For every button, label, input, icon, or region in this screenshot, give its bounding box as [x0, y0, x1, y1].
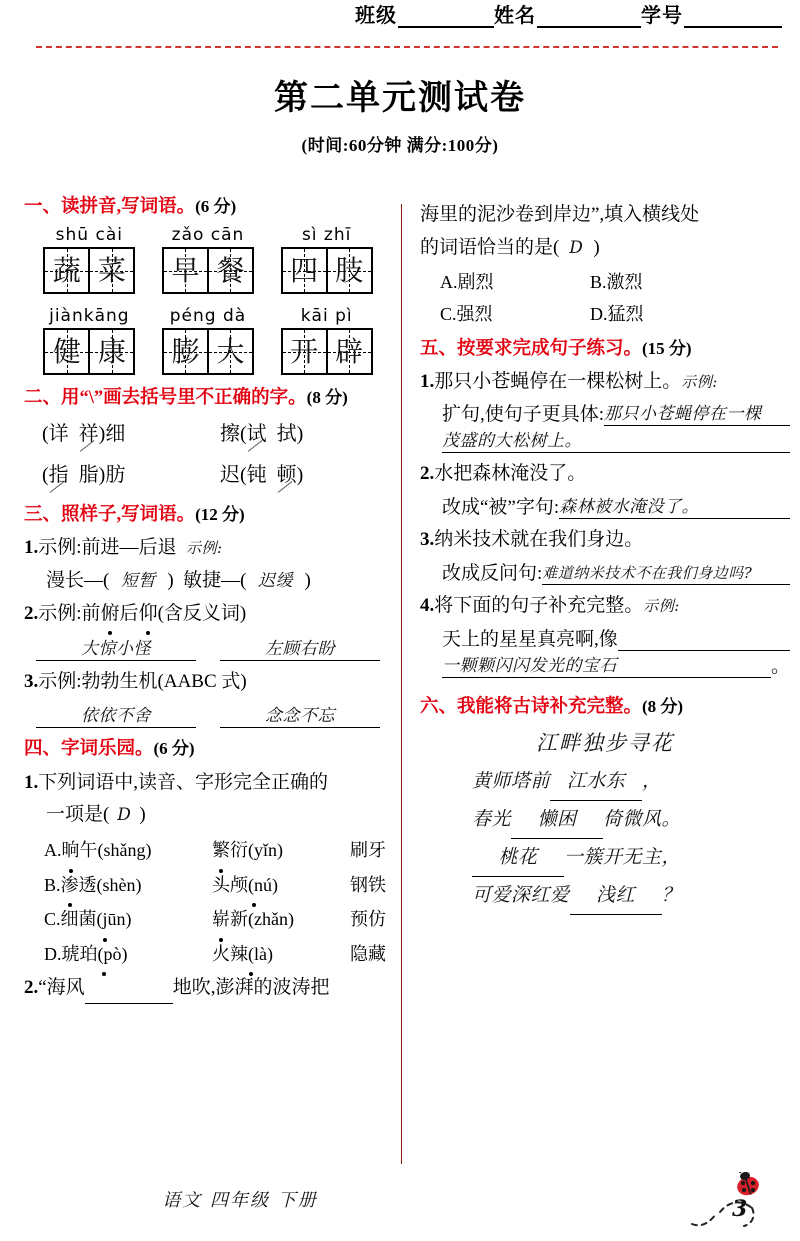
poem-text: 倚微风。 [603, 808, 682, 830]
right-column [420, 196, 790, 915]
pinyin-label: kāi pì [300, 306, 353, 327]
handwritten-choice[interactable]: D [117, 805, 132, 826]
fill-blank[interactable] [618, 627, 790, 651]
written-character: 大 [216, 334, 245, 368]
handwritten-answer[interactable]: 那只小苍蝇停在一棵 [604, 399, 790, 426]
strike-pair-row [24, 457, 392, 494]
bracket-close: ) [593, 236, 600, 258]
tianzige-cell[interactable] [45, 330, 88, 373]
section-one-points: (6 分) [195, 197, 237, 216]
emphasis-char: 晌 [62, 833, 80, 868]
tianzige-box[interactable] [162, 247, 254, 294]
fill-blank[interactable] [85, 985, 173, 1004]
section-five-q2-answer [420, 492, 790, 519]
section-four-q2-continued-line2 [420, 233, 790, 264]
pair-head: 迟 [220, 464, 240, 487]
option-key: A. [44, 840, 62, 861]
handwritten-answer[interactable]: 桃花 [472, 839, 564, 877]
question-sentence: 水把森林淹没了。 [434, 463, 587, 485]
student-id-field [641, 6, 782, 28]
question-prompt: 后 [119, 602, 139, 624]
title-block [0, 80, 800, 156]
poem-title: 江畔独步寻花 [536, 730, 674, 755]
bracket-open: ( [42, 464, 49, 487]
option-text: 猛烈 [607, 303, 644, 324]
student-id-label: 学号 [641, 5, 683, 27]
question-hint: (含反义词) [157, 602, 247, 624]
class-write-line[interactable] [398, 26, 494, 28]
poem-text: 可爱深红爱 [472, 884, 570, 907]
written-character: 健 [52, 334, 81, 368]
section-four-heading [24, 738, 392, 761]
bracket-close: ) [98, 423, 106, 446]
bracket-close: ) [304, 570, 311, 592]
option-a[interactable] [440, 266, 590, 298]
section-two-points: (8 分) [306, 388, 348, 408]
pair-tail: 肪 [105, 464, 126, 487]
option-d[interactable] [590, 298, 710, 330]
handwritten-answer[interactable]: 懒困 [511, 801, 603, 839]
task-label: 扩句,使句子更具体: [442, 404, 605, 426]
pinyin-label: sì zhī [301, 225, 352, 246]
handwritten-answer[interactable]: 左顾右盼 [220, 634, 380, 661]
question-number: 1. [24, 537, 39, 559]
section-six-title: 六、我能将古诗补充完整。 [420, 696, 643, 717]
written-character: 膨 [171, 334, 200, 368]
pinyin-item [43, 306, 135, 375]
question-number: 3. [420, 529, 435, 551]
question-number: 1. [420, 370, 435, 392]
choice-char-struck[interactable]: 试 [247, 416, 267, 453]
handwritten-answer[interactable]: 浅红 [570, 877, 662, 915]
handwritten-answer[interactable]: 念念不忘 [220, 701, 380, 728]
tianzige-cell[interactable] [283, 249, 326, 292]
section-five-q4-stem [420, 624, 790, 651]
tianzige-cell[interactable] [326, 330, 371, 373]
option-row[interactable] [24, 902, 392, 937]
choice-char-struck[interactable]: 指 [49, 457, 69, 494]
option-key: A. [440, 271, 458, 292]
sentence-stem: 天上的星星真亮啊,像 [442, 628, 618, 650]
section-five-q2 [420, 459, 790, 490]
emphasis-char: 俯 [101, 599, 120, 630]
page-header [0, 0, 800, 52]
option-text: 透(shèn) [78, 874, 142, 895]
tianzige-box[interactable] [281, 328, 373, 375]
page-number: 3 [732, 1196, 748, 1222]
page-title: 第二单元测试卷 [274, 78, 526, 118]
tianzige-cell[interactable] [207, 330, 252, 373]
tianzige-cell[interactable] [326, 249, 371, 292]
question-number: 2. [24, 602, 39, 624]
option-b-word1 [44, 868, 212, 903]
option-text: 强烈 [456, 303, 493, 324]
choice-char[interactable]: 脂 [78, 464, 99, 487]
section-six-points: (8 分) [642, 696, 684, 716]
period-mark: 。 [770, 655, 790, 677]
section-four-q1 [24, 768, 392, 799]
section-three-q1-answer-line [24, 566, 392, 597]
emphasis-text: 颅(nú) [230, 868, 278, 903]
section-four-title: 四、字词乐园。 [24, 739, 154, 760]
pinyin-item [43, 225, 135, 294]
pinyin-item [281, 306, 373, 375]
written-character: 开 [290, 334, 319, 368]
name-label: 姓名 [494, 5, 536, 27]
pinyin-label: shū cài [55, 225, 123, 246]
handwritten-answer[interactable]: 依依不舍 [36, 701, 196, 728]
section-five-q4-answer [420, 651, 790, 678]
handwritten-answer[interactable]: 迟缓 [257, 571, 293, 592]
option-d-word1 [44, 937, 212, 972]
task-label: 改成“被”字句: [442, 497, 560, 519]
section-three-title: 三、照样子,写词语。 [24, 505, 196, 526]
student-id-write-line[interactable] [684, 26, 782, 28]
written-character: 餐 [216, 253, 245, 287]
strike-pair-right[interactable] [220, 457, 303, 494]
handwritten-answer[interactable]: 一颗颗闪闪发光的宝石 [442, 651, 771, 678]
section-five-points: (15 分) [642, 338, 692, 358]
emphasis-char: 仰 [139, 599, 158, 630]
handwritten-choice[interactable]: D [569, 237, 584, 258]
section-three-q2-answers [24, 634, 392, 661]
bracket-close: ) [98, 464, 106, 487]
section-three-q3-answers [24, 701, 392, 728]
poem-text: ？ [661, 884, 682, 907]
option-text: 衍(yǐn) [230, 840, 283, 861]
option-text: 新(zhǎn) [230, 909, 294, 930]
option-text: 细 [60, 909, 79, 930]
emphasis-char: 崭 [212, 902, 230, 937]
choice-char[interactable]: 拭 [276, 423, 297, 446]
option-key: C. [44, 909, 61, 930]
option-key: C. [440, 303, 457, 324]
handwritten-answer[interactable]: 短暂 [120, 571, 156, 592]
option-text: 剧烈 [457, 271, 494, 292]
emphasis-text: 菌(jūn) [79, 902, 132, 937]
tianzige-box[interactable] [43, 328, 135, 375]
question-prompt: 示例:前 [38, 602, 101, 624]
choice-char[interactable]: 钝 [246, 464, 267, 487]
pinyin-grid [24, 225, 392, 375]
pinyin-label: zǎo cān [171, 225, 245, 246]
option-c-word1 [44, 902, 212, 937]
poem-text: 一簇开无主， [564, 846, 682, 869]
name-write-line[interactable] [537, 26, 641, 28]
section-five-q1 [420, 367, 790, 398]
option-c-word2 [212, 902, 350, 937]
section-one-title: 一、读拼音,写词语。 [24, 197, 196, 217]
tianzige-cell[interactable] [164, 330, 207, 373]
emphasis-char: 渗 [61, 868, 79, 903]
pinyin-row [24, 225, 392, 294]
option-d-word3: 隐藏 [350, 943, 386, 964]
pinyin-item [281, 225, 373, 294]
section-five-q3 [420, 525, 790, 556]
question-sentence: 将下面的句子补充完整。 [434, 595, 644, 617]
emphasis-text: 辣(là) [230, 937, 273, 972]
section-three-points: (12 分) [195, 505, 245, 525]
class-field [355, 6, 494, 28]
question-text: 一项是( [46, 804, 110, 826]
section-three-q2 [24, 599, 392, 630]
section-five-q1-answer-line1 [420, 399, 790, 426]
option-a-word2 [212, 833, 350, 868]
written-character: 辟 [335, 334, 364, 368]
option-key: B. [590, 271, 607, 292]
example-marker: 示例: [186, 539, 223, 558]
option-d-word2 [212, 937, 350, 972]
section-one-heading [24, 196, 392, 219]
option-key: D. [590, 303, 608, 324]
section-four-q1-answer [24, 800, 392, 831]
choice-char-struck[interactable]: 顿 [277, 457, 297, 494]
handwritten-answer[interactable]: 森林被水淹没了。 [559, 492, 790, 519]
section-four-points: (6 分) [153, 739, 195, 759]
bracket-close: ) [296, 423, 304, 446]
bracket-open: ( [42, 423, 49, 446]
question-number: 1. [24, 771, 39, 793]
question-sentence: 纳米技术就在我们身边。 [434, 529, 644, 551]
written-character: 早 [171, 253, 200, 287]
bracket-open: ( [240, 464, 247, 487]
section-six-heading [420, 696, 790, 719]
emphasis-char: 繁 [212, 833, 230, 868]
handwritten-answer[interactable]: 茂盛的大松树上。 [442, 426, 790, 453]
option-text: 头 [212, 874, 230, 895]
example-marker: 示例: [643, 597, 680, 616]
choice-char-struck[interactable]: 祥 [79, 416, 99, 453]
student-info-fields [355, 6, 782, 28]
poem-line [420, 839, 790, 877]
bracket-close: ) [139, 804, 146, 826]
option-text: 激烈 [606, 271, 643, 292]
tianzige-cell[interactable] [45, 249, 88, 292]
red-dashed-separator [36, 46, 778, 48]
strike-pair-left[interactable] [42, 416, 220, 453]
question-text: 地吹,澎湃的波涛把 [172, 977, 330, 999]
pinyin-item [162, 225, 254, 294]
option-a-word3: 刷牙 [350, 840, 386, 861]
antonym-prompt-left: 漫长—( [46, 570, 110, 592]
class-label: 班级 [355, 5, 397, 27]
page-number-decoration [686, 1172, 782, 1236]
option-b[interactable] [590, 266, 710, 298]
section-five-heading [420, 338, 790, 361]
poem-line [420, 801, 790, 839]
tianzige-cell[interactable] [164, 249, 207, 292]
question-prompt: 示例:勃勃生机(AABC 式) [38, 670, 247, 692]
section-four-q2-continued-line1 [420, 200, 790, 231]
option-row[interactable] [420, 266, 790, 298]
option-a-word1 [44, 833, 212, 868]
handwritten-answer[interactable]: 江水东 [550, 763, 642, 801]
section-two-heading [24, 387, 392, 410]
strike-pair-right[interactable] [220, 416, 303, 453]
task-label: 改成反问句: [442, 563, 543, 585]
written-character: 肢 [335, 253, 364, 287]
answer-gap [196, 634, 220, 661]
pinyin-row [24, 306, 392, 375]
bracket-close: ) [296, 464, 304, 487]
tianzige-box[interactable] [281, 247, 373, 294]
option-key: D. [44, 943, 62, 964]
poem-text: 黄师塔前 [472, 769, 551, 792]
pinyin-label: jiànkāng [49, 306, 130, 327]
written-character: 四 [290, 253, 319, 287]
question-number: 3. [24, 670, 39, 692]
bracket-close: ) [167, 570, 174, 592]
section-two-title: 二、用“\”画去括号里不正确的字。 [24, 388, 307, 409]
poem-text: ， [642, 769, 662, 792]
option-text: 琥 [61, 943, 80, 964]
question-prompt: 示例:前进—后退 [38, 537, 177, 559]
option-row[interactable] [420, 298, 790, 330]
section-three-q1 [24, 533, 392, 564]
section-four-q2 [24, 973, 392, 1004]
option-text: 火 [212, 943, 230, 964]
question-sentence: 那只小苍蝇停在一棵松树上。 [434, 370, 682, 392]
section-five-title: 五、按要求完成句子练习。 [420, 338, 643, 359]
content-columns [0, 196, 800, 1181]
option-row[interactable] [24, 937, 392, 972]
option-c[interactable] [440, 298, 590, 330]
tianzige-cell[interactable] [207, 249, 252, 292]
question-number: 2. [420, 463, 435, 485]
question-text: 的词语恰当的是( [420, 236, 560, 258]
option-row[interactable] [24, 833, 392, 868]
answer-gap [196, 701, 220, 728]
tianzige-cell[interactable] [88, 249, 133, 292]
question-text: 下列词语中,读音、字形完全正确的 [38, 771, 329, 793]
option-c-word3: 预仿 [350, 909, 386, 930]
pair-tail: 细 [105, 423, 126, 446]
poem-line [420, 763, 790, 801]
strike-pair-left[interactable] [42, 457, 220, 494]
section-five-q1-answer-line2 [420, 426, 790, 453]
written-character: 蔬 [52, 253, 81, 287]
written-character: 菜 [97, 253, 126, 287]
handwritten-answer[interactable]: 大惊小怪 [36, 634, 196, 661]
poem-line [420, 877, 790, 915]
question-number: 4. [420, 595, 435, 617]
handwritten-answer[interactable]: 难道纳米技术不在我们身边吗? [542, 562, 790, 585]
section-three-heading [24, 504, 392, 527]
tianzige-cell[interactable] [88, 330, 133, 373]
written-character: 康 [97, 334, 126, 368]
option-text: 午(shǎng) [79, 840, 152, 861]
pair-head: 擦 [220, 423, 240, 446]
pinyin-item [162, 306, 254, 375]
section-three-q3 [24, 667, 392, 698]
poem-text: 春光 [472, 808, 512, 830]
option-b-word2 [212, 868, 350, 903]
option-key: B. [44, 874, 61, 895]
question-number: 2. [24, 977, 39, 999]
antonym-prompt-right: 敏捷—( [183, 570, 247, 592]
question-text: 海里的泥沙卷到岸边”,填入横线处 [420, 204, 700, 225]
tianzige-cell[interactable] [283, 330, 326, 373]
emphasis-text: 珀(pò) [80, 937, 128, 972]
page-subtitle: (时间:60分钟 满分:100分) [301, 136, 499, 156]
section-five-q4 [420, 591, 790, 622]
question-text: “海风 [38, 977, 85, 999]
section-five-q3-answer [420, 558, 790, 585]
footer-label: 语文 四年级 下册 [162, 1190, 318, 1211]
name-field [494, 6, 641, 28]
pinyin-label: péng dà [169, 306, 247, 327]
strike-pair-row [24, 416, 392, 453]
example-marker: 示例: [681, 372, 718, 391]
column-divider [401, 204, 402, 1164]
tianzige-box[interactable] [43, 247, 135, 294]
left-column [24, 196, 392, 1006]
option-b-word3: 钢铁 [350, 874, 386, 895]
choice-char[interactable]: 详 [48, 423, 69, 446]
option-row[interactable] [24, 868, 392, 903]
bracket-open: ( [240, 423, 247, 446]
tianzige-box[interactable] [162, 328, 254, 375]
